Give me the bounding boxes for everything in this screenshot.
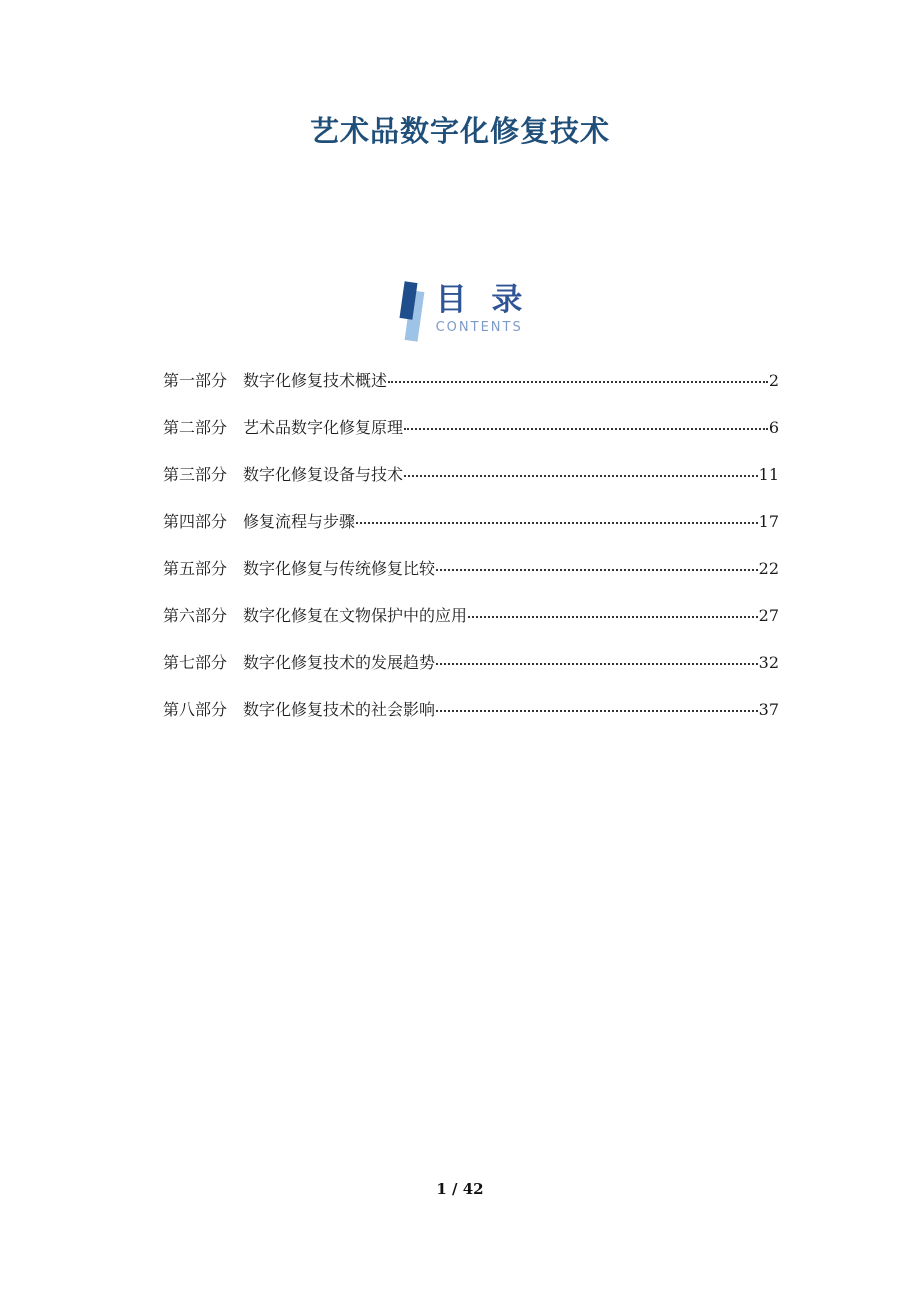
toc-entry-part: 第六部分: [163, 606, 228, 625]
page-number: 1 / 42: [436, 1180, 484, 1198]
toc-decorative-mark-icon: [396, 282, 432, 346]
toc-entry[interactable]: [163, 697, 779, 719]
toc-entry-title: 数字化修复技术的社会影响: [243, 700, 436, 719]
toc-dot-leader: [404, 428, 768, 430]
toc-entry-part: 第五部分: [163, 559, 228, 578]
toc-entry-page: 17: [758, 512, 779, 531]
toc-dot-leader: [468, 616, 758, 618]
toc-entry-part: 第二部分: [163, 418, 228, 437]
toc-entry-title: 数字化修复与传统修复比较: [243, 559, 436, 578]
toc-entry-page: 6: [768, 418, 779, 437]
document-title: 艺术品数字化修复技术: [309, 114, 610, 148]
toc-entry-page: 22: [758, 559, 779, 578]
toc-entry-part: 第七部分: [163, 653, 228, 672]
toc-entry[interactable]: [163, 368, 779, 390]
toc-entry-title: 数字化修复技术的发展趋势: [243, 653, 436, 672]
toc-entry-part: 第八部分: [163, 700, 228, 719]
toc-dot-leader: [356, 522, 758, 524]
toc-dot-leader: [436, 569, 758, 571]
toc-dot-leader: [404, 475, 758, 477]
toc-entry-title: 数字化修复设备与技术: [243, 465, 404, 484]
toc-entry-page: 11: [758, 465, 779, 484]
toc-entry[interactable]: [163, 415, 779, 437]
toc-entry-page: 2: [768, 371, 779, 390]
toc-heading: 目 录: [435, 282, 525, 318]
toc-entry-part: 第四部分: [163, 512, 228, 531]
toc-subheading: CONTENTS: [435, 320, 523, 335]
toc-list: [163, 368, 779, 719]
toc-entry-page: 32: [758, 653, 779, 672]
toc-entry-page: 27: [758, 606, 779, 625]
toc-entry-title: 数字化修复在文物保护中的应用: [243, 606, 468, 625]
toc-dot-leader: [436, 663, 758, 665]
toc-entry-page: 37: [758, 700, 779, 719]
toc-entry[interactable]: [163, 556, 779, 578]
toc-entry-title: 艺术品数字化修复原理: [243, 418, 404, 437]
toc-entry-title: 修复流程与步骤: [243, 512, 356, 531]
toc-entry-part: 第一部分: [163, 371, 228, 390]
toc-entry[interactable]: [163, 462, 779, 484]
toc-entry-title: 数字化修复技术概述: [243, 371, 388, 390]
toc-entry[interactable]: [163, 509, 779, 531]
toc-dot-leader: [436, 710, 758, 712]
toc-entry-part: 第三部分: [163, 465, 228, 484]
toc-entry[interactable]: [163, 603, 779, 625]
toc-entry[interactable]: [163, 650, 779, 672]
toc-header: [0, 282, 920, 348]
toc-header-text: [436, 282, 525, 335]
toc-dot-leader: [388, 381, 768, 383]
